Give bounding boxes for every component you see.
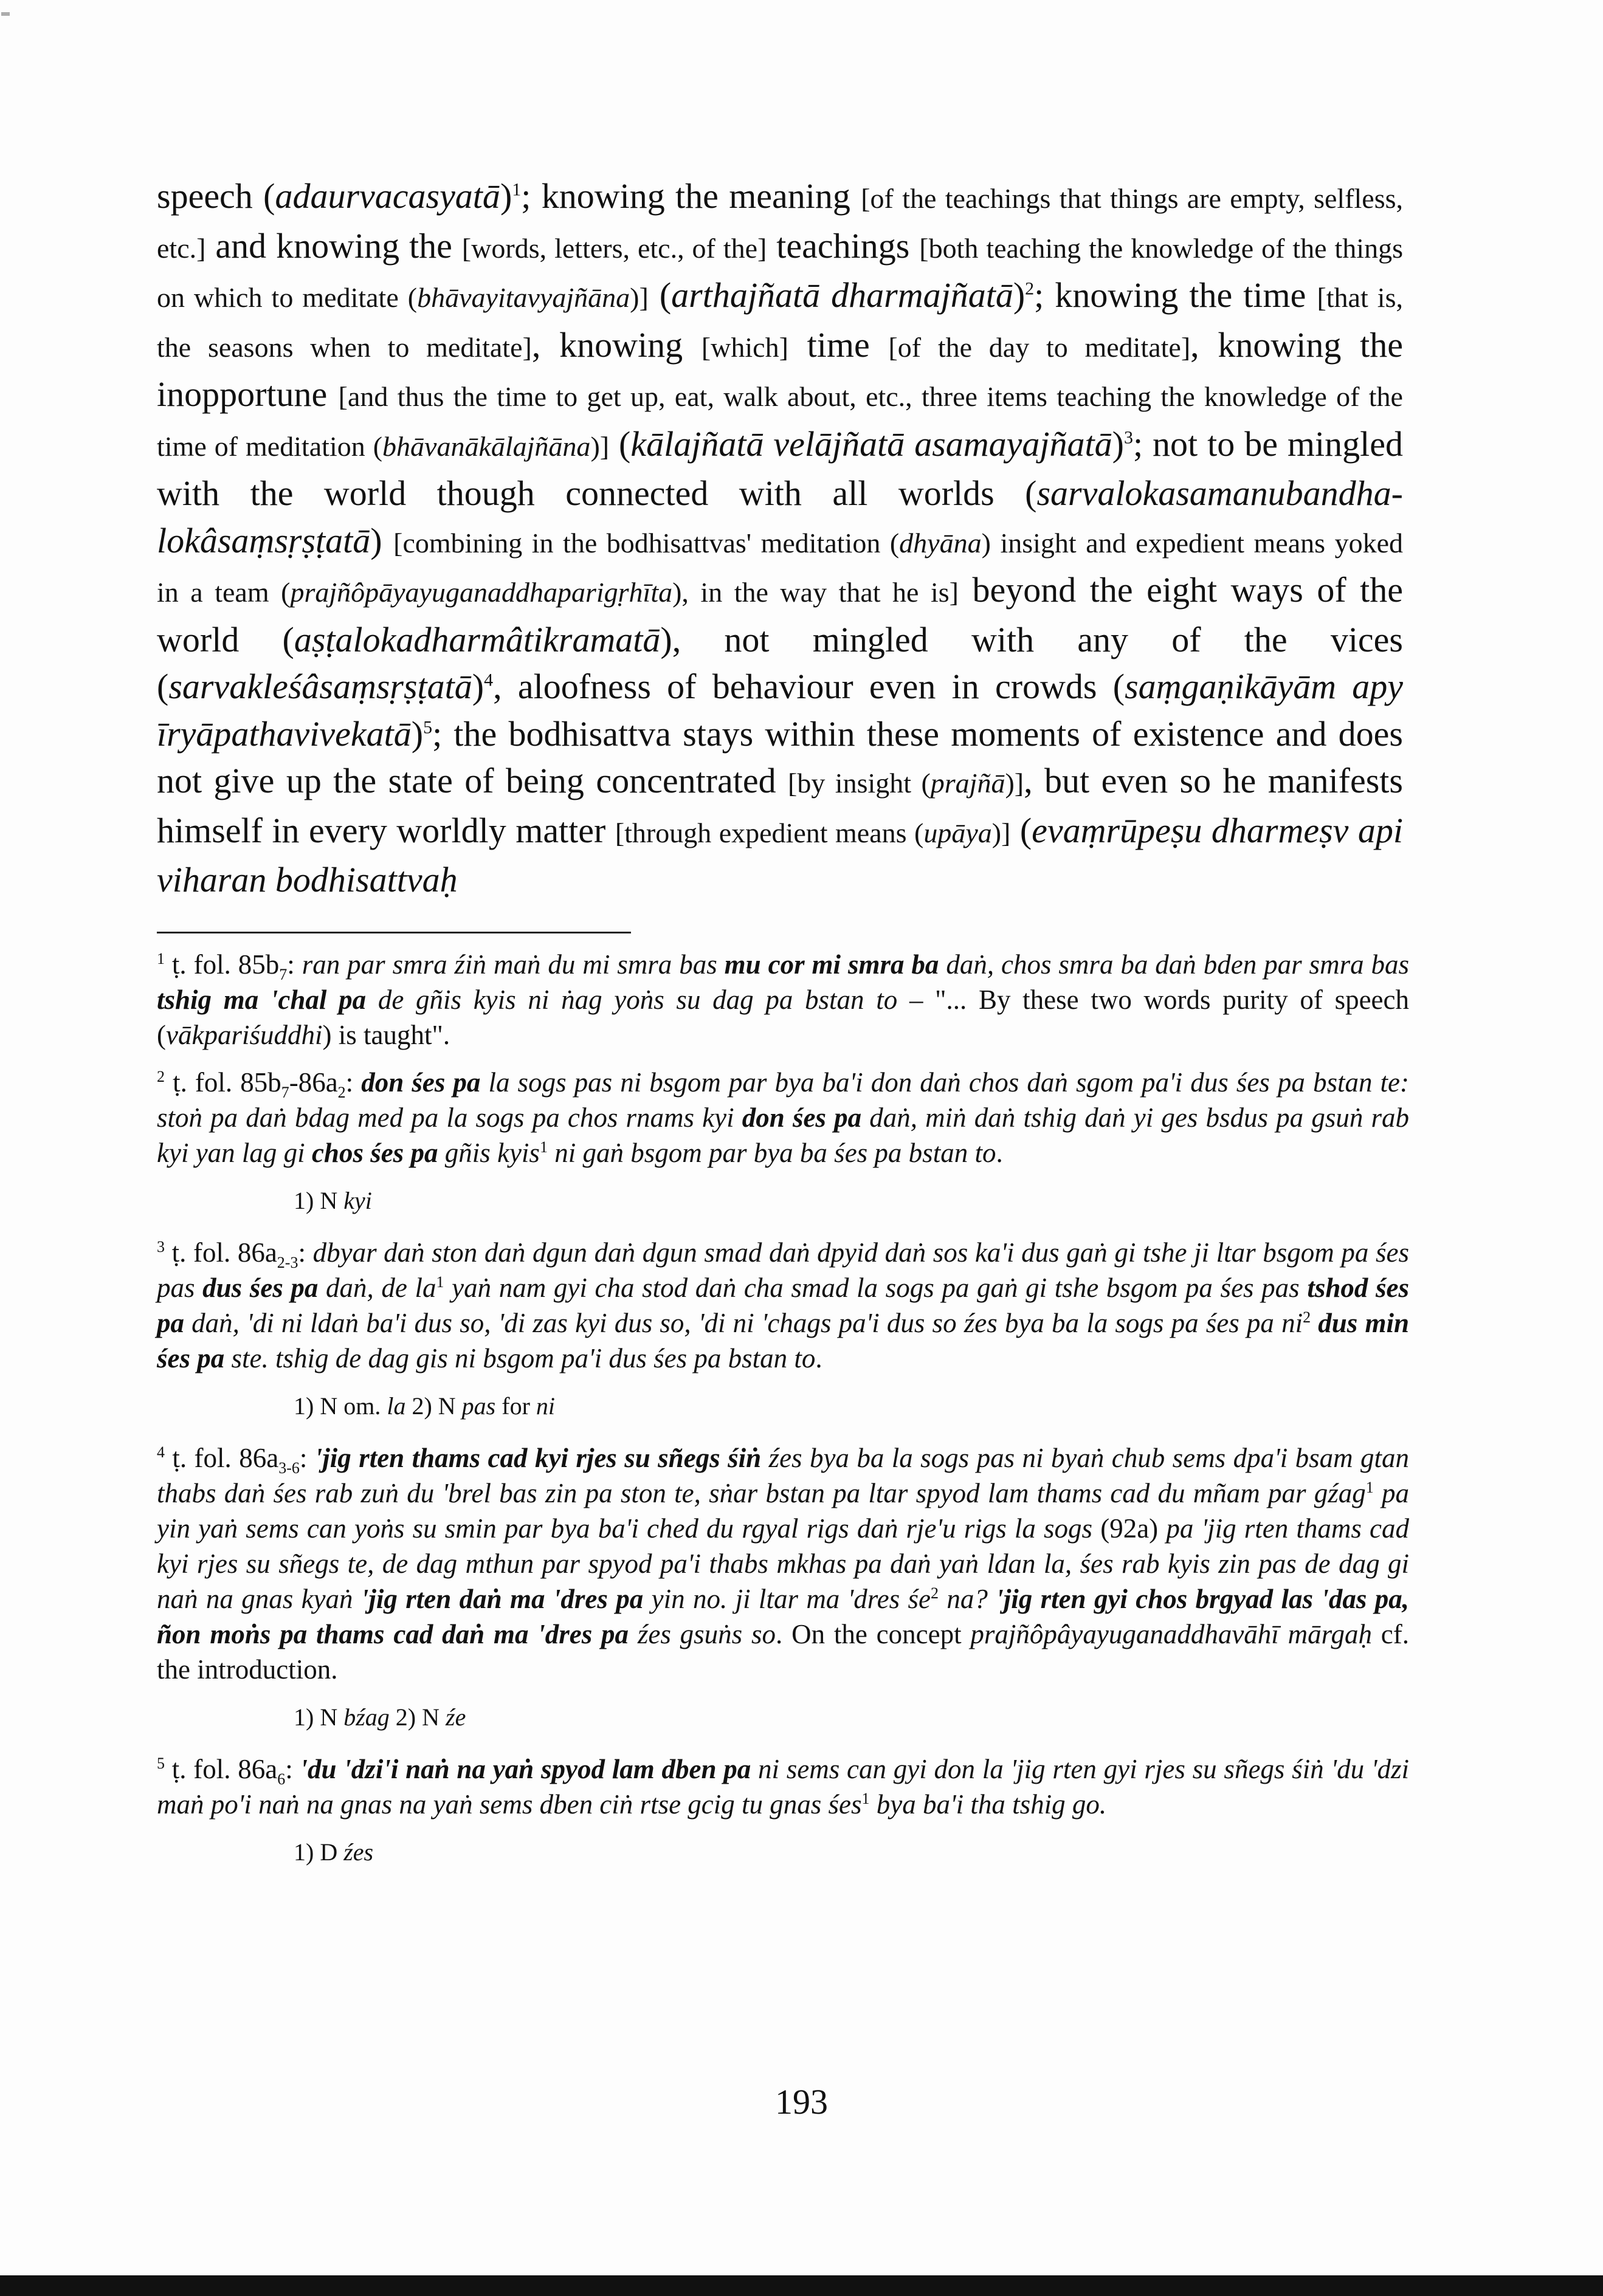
body-text: beyond the eight ways of the world (	[157, 570, 1403, 659]
variant-ref: 1	[1365, 1479, 1374, 1496]
body-text: , knowing	[531, 325, 702, 365]
tibetan-text: pa 'jig rten thams cad kyi rjes su sñegs te, de dag mthun par spyod pa'i thabs mkhas pa daṅ yaṅ ldan la, śes rab kyis zin pas de dag gi naṅ na gnas kyaṅ	[157, 1513, 1409, 1614]
body-text: (	[609, 424, 631, 464]
variant-ref: 2	[1303, 1308, 1311, 1326]
note-text	[1311, 1308, 1318, 1338]
tibetan-text: gñis kyis	[438, 1138, 540, 1168]
note-text: ṭ. fol. 85b	[165, 1067, 281, 1098]
gloss: )]	[630, 282, 649, 313]
sanskrit-term: arthajñatā dharmajñatā	[671, 275, 1013, 315]
folio-marker: (92a)	[1100, 1513, 1159, 1544]
note-text: . On the concept	[776, 1619, 971, 1649]
variant-readings	[157, 1388, 1409, 1425]
note-text: :	[298, 1237, 313, 1268]
variant-readings	[157, 1183, 1409, 1219]
body-text: )	[1112, 424, 1124, 464]
note-text: .	[815, 1343, 822, 1373]
variant-readings	[157, 1834, 1409, 1871]
sanskrit-term: vākpariśuddhi	[166, 1020, 323, 1050]
note-text: ṭ. fol. 86a	[165, 1754, 278, 1784]
footnote-ref: 4	[484, 670, 494, 690]
variant-ref: 1	[436, 1273, 444, 1291]
variant-reading: ni	[536, 1392, 556, 1420]
gloss: )]	[991, 817, 1011, 848]
tibetan-text: yin no. ji ltar ma 'dres śe	[643, 1584, 931, 1614]
tibetan-lemma: tshig ma 'chal pa	[157, 985, 367, 1015]
sanskrit-term: aṣṭalokadharmâtikramatā	[294, 619, 661, 659]
folio-line: 2	[337, 1084, 346, 1101]
variant-reading: kyi	[343, 1187, 372, 1214]
gloss: [combining in the bodhisattvas' meditation (	[393, 527, 900, 559]
tibetan-text: daṅ, miṅ daṅ tshig daṅ yi ges bsdus pa gsuṅ rab kyi yan lag gi	[157, 1102, 1410, 1168]
sanskrit-term: saṃgaṇikāyām apy īryāpathavivekatā	[157, 667, 1404, 754]
tibetan-text: ni sems can gyi don la 'jig rten gyi rjes su sñegs śiṅ 'du 'dzi maṅ po'i naṅ na gnas na yaṅ sems dben ciṅ rtse gcig tu gnas śes	[157, 1754, 1409, 1820]
sanskrit-term: bhāvayitavyajñāna	[417, 282, 630, 313]
tibetan-lemma: 'du 'dzi'i naṅ na yaṅ spyod lam dben pa	[300, 1754, 751, 1784]
gloss: ) insight and expedient means yoked in a team (	[157, 527, 1403, 608]
footnote-number: 5	[157, 1755, 165, 1772]
folio-line: 2-3	[277, 1254, 298, 1271]
body-text: speech (	[157, 176, 275, 216]
variant-reading: bźag	[343, 1703, 390, 1731]
tibetan-text: daṅ, 'di ni ldaṅ ba'i dus so, 'di zas kyi dus so, 'di ni 'chags pa'i dus so źes bya ba la sogs pa śes pa ni	[184, 1308, 1303, 1338]
tibetan-lemma: chos śes pa	[311, 1138, 438, 1168]
tibetan-lemma: don śes pa	[361, 1067, 481, 1098]
tibetan-text: la sogs pas ni bsgom par bya ba'i don daṅ chos daṅ sgom pa'i dus śes pa bstan te: stoṅ pa daṅ bdag med pa la sogs pa chos rnams kyi	[157, 1067, 1409, 1133]
tibetan-text: źes bya ba la sogs pas ni byaṅ chub sems dpa'i bsam gtan thabs daṅ śes rab zuṅ du 'brel bas zin pa ston te, sṅar bstan pa ltar spyod lam thams cad du mñam par gźag	[157, 1443, 1410, 1508]
tibetan-text: na?	[938, 1584, 996, 1614]
body-text: )	[500, 176, 512, 216]
footnote-5	[157, 1751, 1409, 1822]
body-text: , aloofness of behaviour even in crowds (	[493, 667, 1125, 706]
body-text: time	[788, 325, 889, 365]
gloss: [both teaching the knowledge of the things on which to meditate (	[157, 232, 1403, 313]
folio-line: 6	[277, 1770, 286, 1788]
tibetan-text: bya ba'i tha tshig go.	[869, 1789, 1107, 1820]
note-text: :	[287, 949, 302, 980]
body-text: teachings	[767, 225, 920, 266]
gloss: [by insight (	[788, 768, 931, 799]
tibetan-text: daṅ, de la	[318, 1273, 436, 1303]
tibetan-text: yaṅ nam gyi cha stod daṅ cha smad la sogs pa gaṅ gi tshe bsgom pa śes pas	[444, 1273, 1308, 1303]
tibetan-lemma: don śes pa	[742, 1102, 862, 1133]
tibetan-text: daṅ, chos smra ba daṅ bden par smra bas	[939, 949, 1410, 980]
gloss: [which]	[701, 331, 788, 363]
sanskrit-term: sarvalokasamanubandha-lokâsaṃsṛṣṭatā	[157, 473, 1403, 560]
variant-text: 1) N	[294, 1187, 344, 1214]
note-text: :	[345, 1067, 362, 1098]
sanskrit-term: prajñā	[930, 768, 1005, 799]
sanskrit-term: kālajñatā velājñatā asamayajñatā	[630, 424, 1112, 464]
variant-ref: 1	[861, 1790, 870, 1807]
body-text: )	[1013, 275, 1026, 315]
note-text: ṭ. fol. 85b	[165, 949, 280, 980]
body-text: (	[1010, 810, 1032, 850]
sanskrit-term: evaṃrūpeṣu dharmeṣv api viharan bodhisattvaḥ	[157, 810, 1404, 899]
variant-reading: pas	[461, 1392, 496, 1420]
folio-line: 7	[279, 966, 288, 983]
scan-border	[0, 2275, 1603, 2296]
variant-reading: źe	[446, 1703, 466, 1731]
sanskrit-term: sarvakleśâsaṃsṛṣṭatā	[168, 667, 472, 706]
variant-reading: źes	[343, 1838, 374, 1866]
note-text: :	[299, 1443, 315, 1473]
sanskrit-term: dhyāna	[899, 527, 982, 559]
gloss: )]	[1005, 768, 1024, 799]
footnote-number: 2	[157, 1068, 165, 1085]
footnote-4	[157, 1440, 1409, 1687]
sanskrit-term: bhāvanākālajñāna	[382, 430, 591, 462]
footnote-ref: 5	[423, 717, 433, 738]
note-text: – "... By these two words purity of speech (	[157, 985, 1409, 1050]
note-text: -86a	[289, 1067, 338, 1098]
folio-line: 3-6	[278, 1459, 300, 1477]
variant-ref: 2	[930, 1584, 939, 1602]
body-text: ; knowing the meaning	[521, 176, 861, 216]
variant-text: for	[495, 1392, 536, 1420]
body-text: ; knowing the time	[1034, 275, 1317, 315]
footnote-3	[157, 1235, 1409, 1376]
tibetan-text: ran par smra źiṅ maṅ du mi smra bas	[302, 949, 725, 980]
sanskrit-term: prajñôpâyayuganaddhavāhī mārgaḥ	[970, 1619, 1372, 1649]
tibetan-lemma: 'jig rten gyi chos brgyad las 'das pa, ñon moṅs pa thams cad daṅ ma 'dres pa	[157, 1584, 1409, 1649]
body-text: )	[411, 713, 424, 754]
sanskrit-term: adaurvacasyatā	[275, 176, 500, 216]
variant-text: 1) N om.	[294, 1392, 387, 1420]
tibetan-text: de gñis kyis ni ṅag yoṅs su dag pa bstan to	[366, 985, 898, 1015]
footnote-2	[157, 1065, 1409, 1170]
tibetan-text: ste. tshig de dag gis ni bsgom pa'i dus śes pa bstan to	[224, 1343, 816, 1373]
gloss: [that is, the seasons when to meditate]	[157, 282, 1403, 363]
tibetan-text: źes gsuṅs so	[629, 1619, 776, 1649]
footnote-ref: 3	[1123, 427, 1133, 448]
body-text: , but even so he manifests himself in every worldly matter	[157, 761, 1403, 850]
body-text: ), not mingled with any of the vices (	[157, 619, 1403, 706]
variant-text: 1) N	[294, 1703, 344, 1731]
variant-text: 2) N	[405, 1392, 462, 1420]
note-text: ) is taught".	[322, 1020, 450, 1050]
body-text: )	[370, 520, 394, 560]
body-text: )	[472, 667, 484, 706]
page-number: 193	[775, 2082, 828, 2122]
tibetan-lemma: 'jig rten daṅ ma 'dres pa	[360, 1584, 644, 1614]
body-text: (	[648, 275, 672, 315]
main-text	[157, 173, 1403, 904]
body-text: and knowing the	[205, 225, 462, 266]
scan-mark	[1, 12, 10, 16]
variant-text: 2) N	[389, 1703, 446, 1731]
gloss: [through expedient means (	[615, 817, 924, 848]
tibetan-lemma: 'jig rten thams cad kyi rjes su sñegs śiṅ	[314, 1443, 762, 1473]
footnote-number: 1	[157, 950, 165, 968]
gloss: [words, letters, etc., of the]	[461, 232, 767, 264]
body-text: ; the bodhisattva stays within these moments of existence and does not give up the state of being concentrated	[157, 713, 1403, 800]
footnotes	[157, 947, 1409, 1886]
body-text: ; not to be mingled with the world though connected with all worlds (	[157, 424, 1403, 513]
tibetan-text: dbyar daṅ ston daṅ dgun daṅ dgun smad daṅ dpyid daṅ sos ka'i dus gaṅ gi tshe ji ltar bsgom pa śes pas	[157, 1237, 1409, 1303]
tibetan-text: pa yin yaṅ sems can yoṅs su smin par bya ba'i ched du rgyal rigs daṅ rje'u rigs la sogs	[157, 1478, 1410, 1544]
tibetan-lemma: tshod śes pa	[157, 1273, 1409, 1338]
sanskrit-term: prajñôpāyayuganaddhaparigṛhīta	[290, 577, 673, 608]
gloss: [of the teachings that things are empty, selfless, etc.]	[157, 183, 1404, 264]
variant-ref: 1	[539, 1138, 548, 1156]
tibetan-text: ni gaṅ bsgom par bya ba śes pa bstan to	[547, 1138, 996, 1168]
variant-readings	[157, 1699, 1409, 1736]
gloss: )]	[590, 430, 610, 462]
tibetan-lemma: dus min śes pa	[157, 1308, 1410, 1373]
note-text: ṭ. fol. 86a	[165, 1443, 279, 1473]
sanskrit-term: upāya	[923, 817, 992, 848]
folio-line: 7	[281, 1084, 289, 1101]
tibetan-lemma: dus śes pa	[202, 1273, 319, 1303]
variant-reading: la	[387, 1392, 406, 1420]
note-text: cf. the introduction.	[157, 1619, 1409, 1685]
tibetan-lemma: mu cor mi smra ba	[724, 949, 939, 980]
footnote-ref: 1	[512, 179, 522, 200]
note-text: .	[996, 1138, 1003, 1168]
footnote-separator	[157, 932, 631, 933]
gloss: [of the day to meditate]	[888, 331, 1191, 363]
variant-text: 1) D	[294, 1838, 344, 1866]
gloss: [and thus the time to get up, eat, walk about, etc., three items teaching the knowledge of the time of meditation (	[157, 381, 1403, 462]
body-text: , knowing the inopportune	[157, 325, 1404, 414]
footnote-ref: 2	[1025, 278, 1035, 299]
note-text: :	[285, 1754, 300, 1784]
footnote-number: 4	[157, 1443, 165, 1461]
footnote-number: 3	[157, 1238, 165, 1256]
note-text: ṭ. fol. 86a	[165, 1237, 277, 1268]
gloss: ), in the way that he is]	[672, 577, 959, 608]
footnote-1	[157, 947, 1409, 1053]
